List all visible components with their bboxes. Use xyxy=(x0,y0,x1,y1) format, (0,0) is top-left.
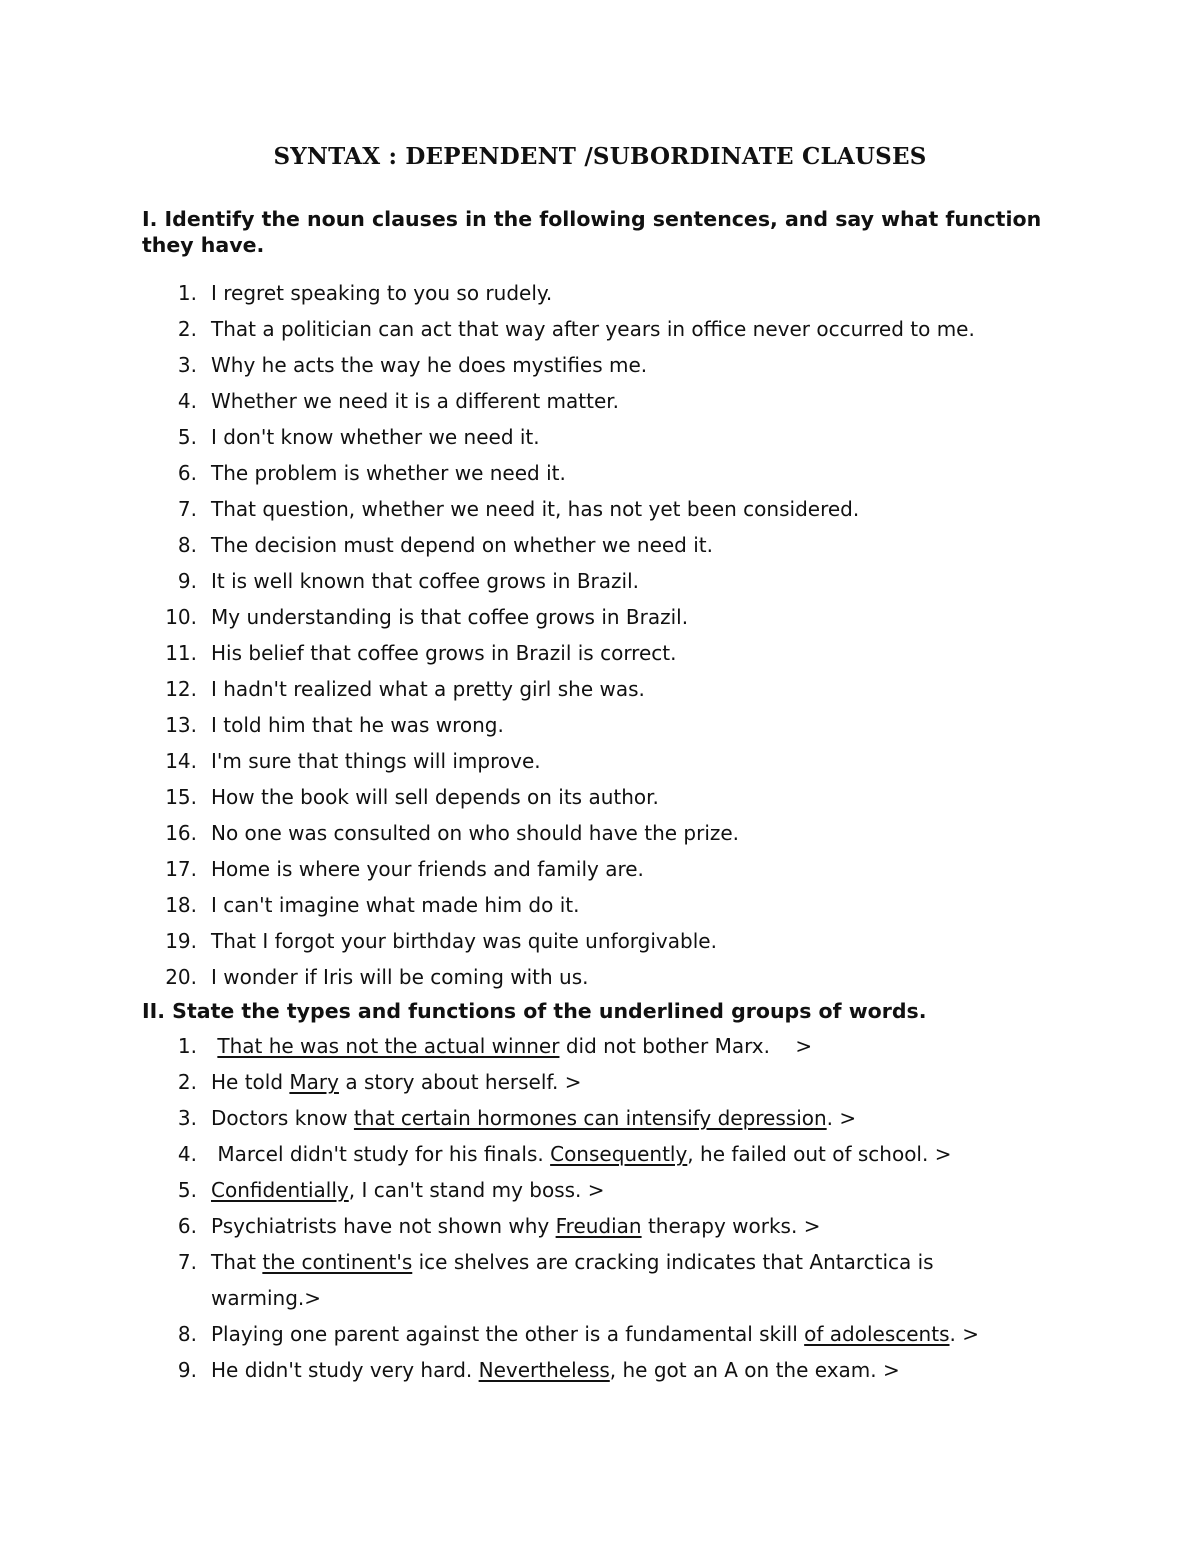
item-number: 14. xyxy=(165,749,197,773)
item-text: I told him that he was wrong. xyxy=(211,713,504,737)
item-text xyxy=(211,1352,900,1388)
list-item xyxy=(0,1244,1200,1316)
item-text: No one was consulted on who should have the prize. xyxy=(211,821,740,845)
item-text-before: Psychiatrists have not shown why xyxy=(211,1214,556,1238)
item-text: The problem is whether we need it. xyxy=(211,461,566,485)
item-number: 6. xyxy=(177,1214,197,1238)
item-text-after: , I can't stand my boss. > xyxy=(348,1178,605,1202)
item-text: My understanding is that coffee grows in Brazil. xyxy=(211,605,689,629)
item-text: Why he acts the way he does mystifies me. xyxy=(211,353,648,377)
item-text: That question, whether we need it, has not yet been considered. xyxy=(211,497,860,521)
item-text: I don't know whether we need it. xyxy=(211,425,540,449)
item-text-before: He told xyxy=(211,1070,290,1094)
list-item xyxy=(0,743,1200,779)
item-number: 13. xyxy=(165,713,197,737)
item-number: 6. xyxy=(177,461,197,485)
underlined-phrase: the continent's xyxy=(262,1250,413,1274)
underlined-phrase: that certain hormones can intensify depression xyxy=(353,1106,827,1130)
item-text-before: Doctors know xyxy=(211,1106,354,1130)
underlined-phrase: Confidentially xyxy=(211,1178,349,1202)
item-number: 7. xyxy=(177,1250,197,1274)
item-text-continuation: warming.> xyxy=(211,1286,322,1310)
item-number: 16. xyxy=(165,821,197,845)
item-number: 4. xyxy=(177,1142,197,1166)
section1-list xyxy=(0,275,1200,995)
item-text xyxy=(211,1064,581,1100)
item-text: I can't imagine what made him do it. xyxy=(211,893,580,917)
item-text-after: , he got an A on the exam. > xyxy=(609,1358,900,1382)
item-number: 2. xyxy=(177,317,197,341)
item-number: 12. xyxy=(165,677,197,701)
item-number: 17. xyxy=(165,857,197,881)
item-text: His belief that coffee grows in Brazil is correct. xyxy=(211,641,677,665)
item-text-before: Playing one parent against the other is a fundamental skill xyxy=(211,1322,805,1346)
item-text xyxy=(211,1316,979,1352)
list-item xyxy=(0,1100,1200,1136)
item-number: 19. xyxy=(165,929,197,953)
underlined-phrase: Freudian xyxy=(555,1214,642,1238)
item-number: 5. xyxy=(177,1178,197,1202)
item-text: That I forgot your birthday was quite unforgivable. xyxy=(211,929,717,953)
item-number: 7. xyxy=(177,497,197,521)
list-item xyxy=(0,491,1200,527)
item-text-before: That xyxy=(211,1250,263,1274)
item-number: 8. xyxy=(177,1322,197,1346)
list-item xyxy=(0,1316,1200,1352)
list-item xyxy=(0,959,1200,995)
item-text: The decision must depend on whether we need it. xyxy=(211,533,713,557)
list-item xyxy=(0,563,1200,599)
list-item xyxy=(0,923,1200,959)
item-text xyxy=(211,1028,812,1064)
item-number: 5. xyxy=(177,425,197,449)
item-number: 8. xyxy=(177,533,197,557)
section2-list xyxy=(0,1028,1200,1388)
item-text-after: therapy works. > xyxy=(641,1214,821,1238)
list-item xyxy=(0,1028,1200,1064)
underlined-phrase: That he was not the actual winner xyxy=(217,1034,560,1058)
list-item xyxy=(0,1064,1200,1100)
list-item xyxy=(0,887,1200,923)
list-item xyxy=(0,1208,1200,1244)
item-text xyxy=(211,1100,856,1136)
item-text-after: did not bother Marx. > xyxy=(559,1034,813,1058)
list-item xyxy=(0,707,1200,743)
item-text: I'm sure that things will improve. xyxy=(211,749,541,773)
item-text xyxy=(211,1136,951,1172)
item-text xyxy=(211,1172,605,1208)
underlined-phrase: of adolescents xyxy=(804,1322,950,1346)
underlined-phrase: Consequently xyxy=(550,1142,688,1166)
item-text: I wonder if Iris will be coming with us. xyxy=(211,965,589,989)
underlined-phrase: Nevertheless xyxy=(478,1358,610,1382)
item-text xyxy=(211,1244,934,1280)
list-item xyxy=(0,419,1200,455)
list-item xyxy=(0,1352,1200,1388)
list-item xyxy=(0,1136,1200,1172)
item-number: 2. xyxy=(177,1070,197,1094)
item-text-before: Marcel didn't study for his finals. xyxy=(211,1142,551,1166)
item-text: How the book will sell depends on its author. xyxy=(211,785,659,809)
item-number: 9. xyxy=(177,569,197,593)
page-title: SYNTAX : DEPENDENT /SUBORDINATE CLAUSES xyxy=(273,143,927,170)
list-item xyxy=(0,275,1200,311)
list-item xyxy=(0,599,1200,635)
item-text xyxy=(211,1208,820,1244)
item-number: 18. xyxy=(165,893,197,917)
section1-heading: I. Identify the noun clauses in the following sentences, and say what function they have. xyxy=(142,207,1042,257)
list-item xyxy=(0,851,1200,887)
list-item xyxy=(0,671,1200,707)
list-item xyxy=(0,311,1200,347)
item-number: 3. xyxy=(177,353,197,377)
item-number: 9. xyxy=(177,1358,197,1382)
item-text-after: a story about herself. > xyxy=(338,1070,582,1094)
item-number: 15. xyxy=(165,785,197,809)
item-number: 11. xyxy=(165,641,197,665)
item-text-after: . > xyxy=(826,1106,857,1130)
item-text-after: ice shelves are cracking indicates that Antarctica is xyxy=(412,1250,934,1274)
list-item xyxy=(0,779,1200,815)
list-item xyxy=(0,1172,1200,1208)
list-item xyxy=(0,347,1200,383)
item-number: 20. xyxy=(165,965,197,989)
list-item xyxy=(0,455,1200,491)
item-text: It is well known that coffee grows in Brazil. xyxy=(211,569,640,593)
item-number: 3. xyxy=(177,1106,197,1130)
item-number: 1. xyxy=(177,281,197,305)
item-text: I hadn't realized what a pretty girl she was. xyxy=(211,677,645,701)
item-text-after: . > xyxy=(949,1322,979,1346)
underlined-phrase: Mary xyxy=(289,1070,339,1094)
list-item xyxy=(0,383,1200,419)
item-number: 10. xyxy=(165,605,197,629)
item-text: Whether we need it is a different matter. xyxy=(211,389,619,413)
item-text: Home is where your friends and family are. xyxy=(211,857,644,881)
list-item xyxy=(0,527,1200,563)
item-text-after: , he failed out of school. > xyxy=(687,1142,952,1166)
item-text-before: He didn't study very hard. xyxy=(211,1358,479,1382)
item-text: That a politician can act that way after years in office never occurred to me. xyxy=(211,317,975,341)
list-item xyxy=(0,815,1200,851)
item-number: 1. xyxy=(177,1034,197,1058)
list-item xyxy=(0,635,1200,671)
section2-heading: II. State the types and functions of the underlined groups of words. xyxy=(142,999,927,1023)
item-number: 4. xyxy=(177,389,197,413)
item-text: I regret speaking to you so rudely. xyxy=(211,281,553,305)
